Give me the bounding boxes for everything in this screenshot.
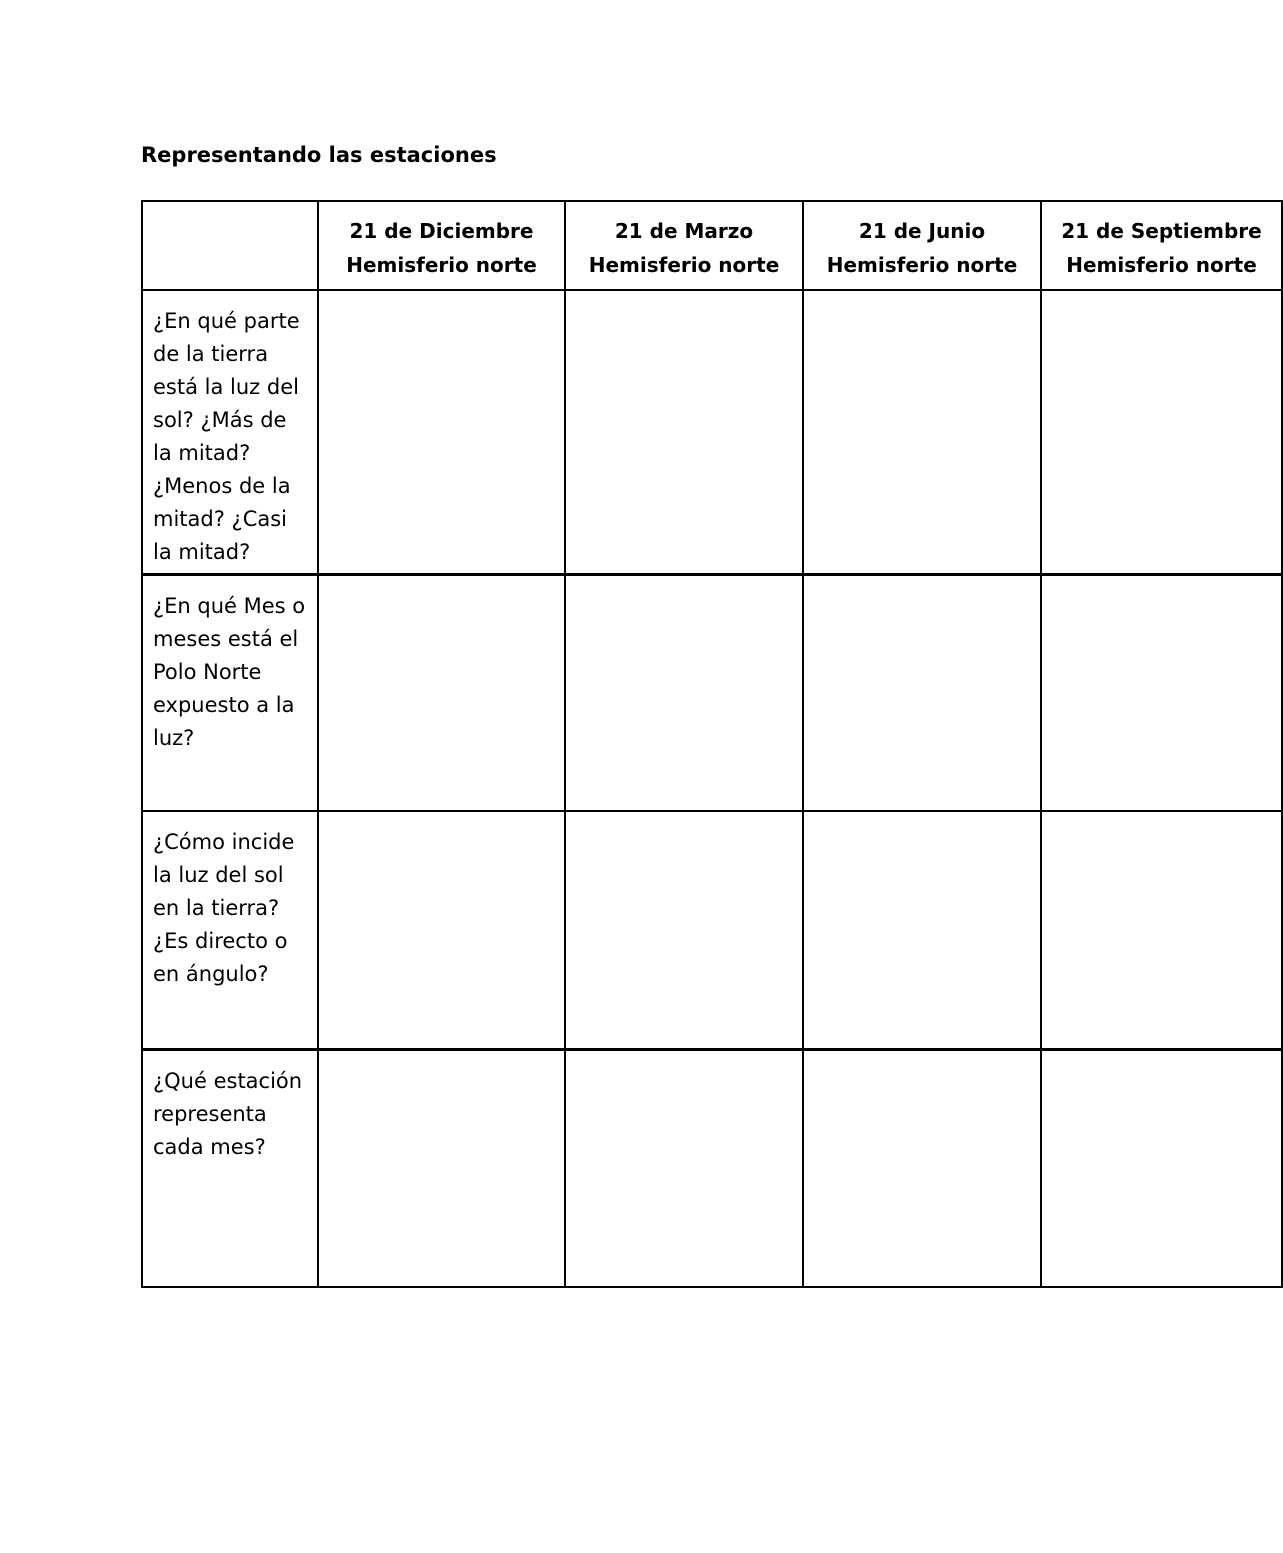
column-header-december <box>318 201 565 290</box>
seasons-table-container <box>141 200 1262 1290</box>
answer-cell <box>318 811 565 1049</box>
column-header-march <box>565 201 803 290</box>
column-header-june <box>803 201 1041 290</box>
table-row <box>142 811 1282 1049</box>
column-hemisphere: Hemisferio norte <box>1066 253 1257 277</box>
answer-cell <box>1041 574 1282 811</box>
column-header-september <box>1041 201 1282 290</box>
question-cell-north-pole-light: ¿En qué Mes o meses está el Polo Norte expuesto a la luz? <box>142 574 318 811</box>
answer-cell <box>803 1049 1041 1287</box>
column-date: 21 de Marzo <box>614 219 754 243</box>
answer-cell <box>1041 1049 1282 1287</box>
column-hemisphere: Hemisferio norte <box>826 253 1018 277</box>
column-hemisphere: Hemisferio norte <box>588 253 780 277</box>
column-date: 21 de Junio <box>858 219 986 243</box>
answer-cell <box>565 1049 803 1287</box>
answer-cell <box>318 1049 565 1287</box>
answer-cell <box>565 290 803 574</box>
answer-cell <box>1041 811 1282 1049</box>
header-row <box>142 201 1282 290</box>
answer-cell <box>803 574 1041 811</box>
seasons-table <box>141 200 1283 1288</box>
column-hemisphere: Hemisferio norte <box>346 253 537 277</box>
table-row <box>142 574 1282 811</box>
answer-cell <box>565 811 803 1049</box>
answer-cell <box>565 574 803 811</box>
answer-cell <box>1041 290 1282 574</box>
answer-cell <box>803 811 1041 1049</box>
answer-cell <box>803 290 1041 574</box>
table-row <box>142 1049 1282 1287</box>
table-row <box>142 290 1282 574</box>
question-cell-light-angle: ¿Cómo incide la luz del sol en la tierra? ¿Es directo o en ángulo? <box>142 811 318 1049</box>
page-title: Representando las estaciones <box>141 143 497 167</box>
answer-cell <box>318 290 565 574</box>
answer-cell <box>318 574 565 811</box>
column-date: 21 de Septiembre <box>1061 219 1262 243</box>
question-cell-season: ¿Qué estación representa cada mes? <box>142 1049 318 1287</box>
column-date: 21 de Diciembre <box>349 219 534 243</box>
header-corner-cell <box>142 201 318 290</box>
question-cell-sunlight-portion: ¿En qué parte de la tierra está la luz del sol? ¿Más de la mitad? ¿Menos de la mitad? ¿Casi la mitad? <box>142 290 318 574</box>
